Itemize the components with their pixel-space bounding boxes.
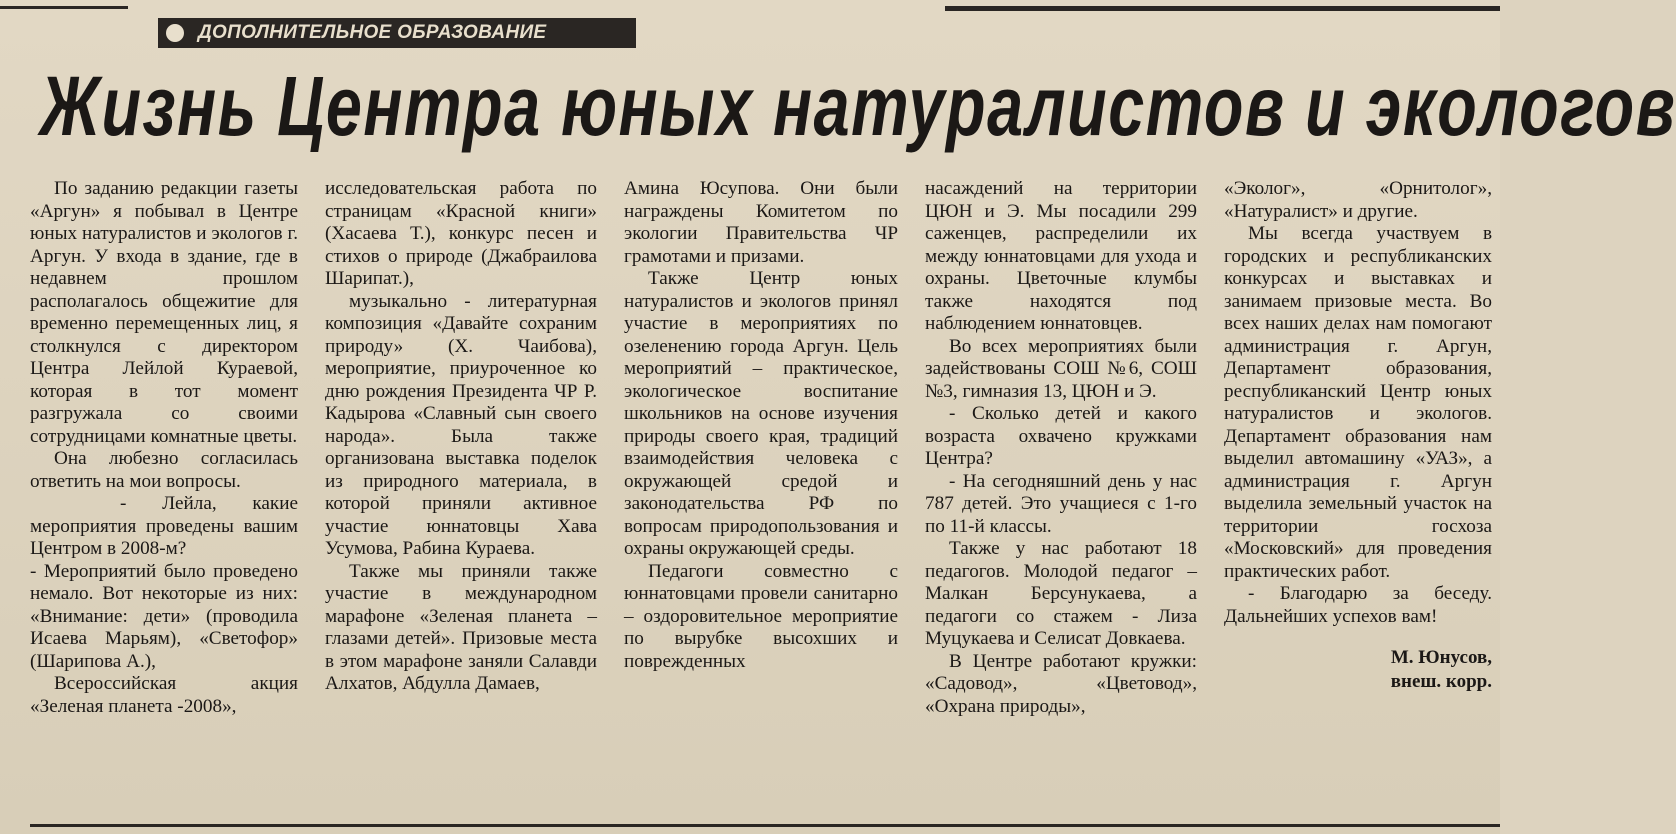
paragraph: Также мы приняли также участие в международном марафоне «Зеленая планета – глазами детей». Призовые места в этом марафоне заняли Салавди Алхатов, Абдулла Дамаев, (325, 560, 597, 694)
paragraph: Во всех мероприятиях были задействованы СОШ №6, СОШ №3, гимназия 13, ЦЮН и Э. (925, 335, 1197, 402)
author-name: М. Юнусов, (1390, 647, 1492, 668)
text-column-5 (1224, 178, 1492, 818)
rubric-label: ДОПОЛНИТЕЛЬНОЕ ОБРАЗОВАНИЕ (198, 22, 547, 43)
paragraph: Амина Юсупова. Они были награждены Комитетом по экологии Правительства ЧР грамотами и призами. (624, 178, 898, 267)
paragraph: Педагоги совместно с юннатовцами провели санитарно – оздоровительное мероприятие по вырубке высохших и поврежденных (624, 560, 898, 672)
bottom-rule (30, 824, 1500, 834)
paragraph: Она любезно согласилась ответить на мои вопросы. (30, 448, 298, 492)
text-column-3 (624, 178, 898, 818)
article-headline: Жизнь Центра юных натуралистов и экологов (40, 59, 1676, 153)
paragraph: Также Центр юных натуралистов и экологов принял участие в мероприятиях по озеленению города Аргун. Цель мероприятий – практическое, экологическое воспитание школьников на основе изучения природы своего края, традиций взаимодействия человека с окружающей средой и законодательства РФ по вопросам природопользования и охраны окружающей среды. (624, 268, 898, 559)
paragraph: - Лейла, какие мероприятия проведены вашим Центром в 2008-м? (30, 493, 298, 559)
text-column-1 (30, 178, 298, 818)
top-rule-left (0, 6, 128, 9)
author-signature (1224, 646, 1492, 694)
paragraph: насаждений на территории ЦЮН и Э. Мы посадили 299 саженцев, распределили их между юннатовцами для ухода и охраны. Цветочные клумбы также находятся под наблюдением юннатовцев. (925, 178, 1197, 334)
author-role: внеш. корр. (1390, 671, 1492, 692)
text-column-4 (925, 178, 1197, 818)
rubric-banner (158, 18, 636, 48)
paragraph: Всероссийская акция «Зеленая планета -2008», (30, 673, 298, 717)
paragraph: - Мероприятий было проведено немало. Вот некоторые из них: «Внимание: дети» (проводила Исаева Марьям), «Светофор» (Шарипова А.), (30, 560, 298, 672)
paragraph: - На сегодняшний день у нас 787 детей. Это учащиеся с 1-го по 11-й классы. (925, 470, 1197, 537)
article-body (30, 178, 1492, 818)
paragraph: музыкально - литературная композиция «Давайте сохраним природу» (Х. Чаибова), мероприятие, приуроченное ко дню рождения Президента ЧР Р. Кадырова «Славный сын своего народа». Была также организована выставка поделок из природного материала, в которой приняли активное участие юннатовцы Хава Усумова, Рабина Кураева. (325, 290, 597, 559)
paragraph: По заданию редакции газеты «Аргун» я побывал в Центре юных натуралистов и экологов г. Аргун. У входа в здание, где в недавнем прошлом располагалось общежитие для временно перемещенных лиц, я столкнулся с директором Центра Лейлой Кураевой, которая в тот момент разгружала со своими сотрудницами комнатные цветы. (30, 178, 298, 447)
text-column-2 (325, 178, 597, 818)
paragraph: «Эколог», «Орнитолог», «Натуралист» и другие. (1224, 178, 1492, 222)
bullet-dot-icon (166, 24, 184, 42)
paragraph: Мы всегда участвуем в городских и республиканских конкурсах и выставках и занимаем призовые места. Во всех наших делах нам помогают администрация г. Аргун, Департамент образования, республиканский Центр юных натуралистов и экологов. Департамент образования нам выделил автомашину «УАЗ», а администрация г. Аргун выделила земельный участок на территории госхоза «Московский» для проведения практических работ. (1224, 223, 1492, 582)
paragraph: - Благодарю за беседу. Дальнейших успехов вам! (1224, 583, 1492, 627)
paragraph: исследовательская работа по страницам «Красной книги» (Хасаева Т.), конкурс песен и стихов о природе (Джабраилова Шарипат.), (325, 178, 597, 289)
paragraph: Также у нас работают 18 педагогов. Молодой педагог – Малкан Берсунукаева, а педагоги со стажем - Лиза Муцукаева и Селисат Довкаева. (925, 538, 1197, 649)
top-rule-right (945, 6, 1500, 11)
paragraph: - Сколько детей и какого возраста охвачено кружками Центра? (925, 403, 1197, 469)
paragraph: В Центре работают кружки: «Садовод», «Цветовод», «Охрана природы», (925, 650, 1197, 717)
